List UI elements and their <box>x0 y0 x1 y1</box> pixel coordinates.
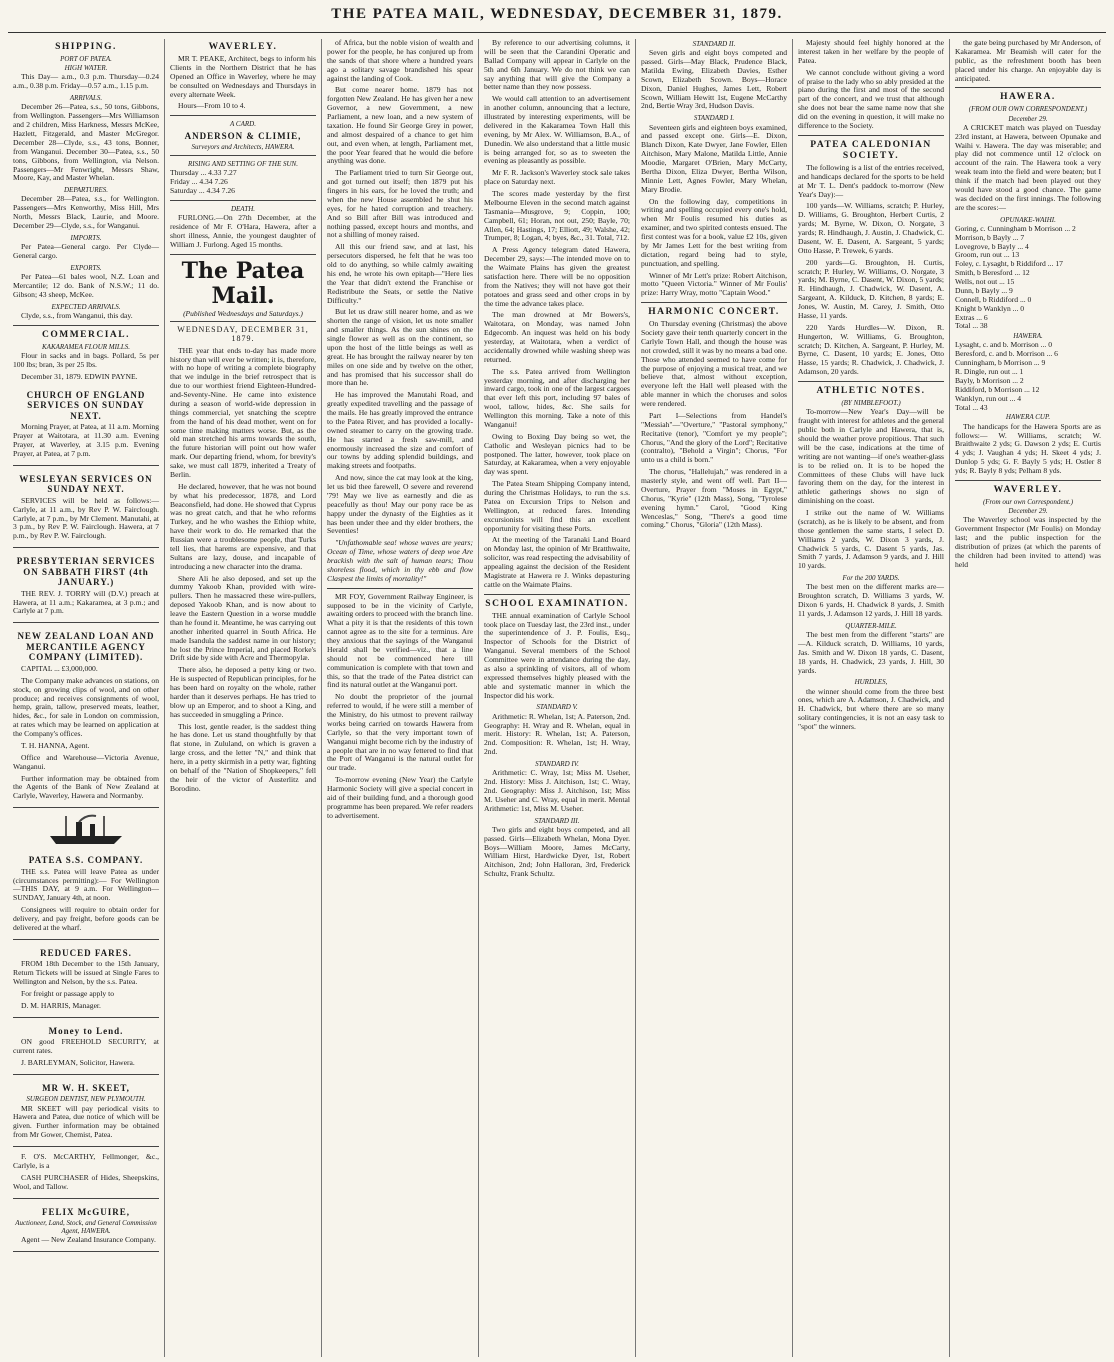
steamship-icon <box>13 812 159 846</box>
imports-text: Per Patea—General cargo. Per Clyde—General cargo. <box>13 242 159 261</box>
news-para: At the meeting of the Taranaki Land Board on Monday last, the opinion of Mr Bratthwaite, solicitor, was read respecting the advisability of appealing against the decision of the Resident Magistrate at Hawera re J. Winks depasturing cattle on the Waimate Plains. <box>484 535 630 589</box>
athletic-text: I strike out the name of W. Williams (scratch), as he is likely to be absent, and from those gentlemen the same starts, I select D. Williams 2 yards, W. Dixon 3 yards, J. Chadwick 5 yards, C. Dasent 5 yards, Jas. Smith 7 yards, J. Adamson 9 yards, and J. Hill 10 yards. <box>798 508 944 571</box>
score-row: Beresford, c. and b. Morrison ... 6 <box>955 349 1058 359</box>
card-label: A CARD. <box>230 120 256 129</box>
editorial-para: But let us draw still nearer home, and as we shorten the range of vision, let us note smaller and smaller things. As the sun shines on the single flower as well as on the continent, so upon the host of the little beings as well as great. He has brought the railway nearer by ten miles on one side and by twelve on the other, and has promised that his successor shall do more than he. <box>327 307 473 388</box>
arrivals-heading: ARRIVALS. <box>69 94 103 103</box>
caledonian-text: The following is a list of the entries received, and handicaps declared for the sports to be held at Mr T. L. Dent's paddock to-morrow (New Year's Day):— <box>798 162 944 199</box>
patea-company-heading: PATEA S.S. COMPANY. <box>28 855 144 866</box>
standard-3-text: Two girls and eight boys competed, and all passed. Girls—Elizabeth Whelan, Mona Dyer. Boys—William Moore, James McCarty, William Hirst, Hardwicke Dyer, 1st, Robert Aitchison, 2nd; John Halloran, 3rd, Frederick Schultz, Frank Schultz. <box>484 824 630 879</box>
fares-notice <box>13 943 159 1018</box>
harmonic-text: On Thursday evening (Christmas) the above Society gave their tenth quarterly concert in the Carlyle Town Hall, and though the house was not crowded, still it was by no means a bad one. Those who attended seemed to have come for the purpose of enjoying a musical treat, and we believe that, almost without exception, everyone left the Hall well pleased with the able manner in which the choruses and solos were rendered. <box>641 319 787 409</box>
score-row: Extras ... 6 <box>955 312 988 322</box>
score-row: Lysaght, c. and b. Morrison ... 0 <box>955 340 1053 350</box>
flour-sign: December 31, 1879. EDWIN PAYNE. <box>21 371 138 381</box>
score-row: Total ... 43 <box>955 402 988 412</box>
expected-text: Clyde, s.s., from Wanganui, this day. <box>21 310 133 320</box>
death-text: FURLONG.—On 27th December, at the residence of Mr F. O'Hara, Hawera, after a short illness, Annie, the youngest daughter of William J. Furlong. Aged 15 months. <box>170 213 316 249</box>
divider <box>641 302 787 303</box>
standard-1-heading: STANDARD I. <box>693 114 735 123</box>
money-text: ON good FREEHOLD SECURITY, at current rates. <box>13 1037 159 1056</box>
exports-text: Per Patea—61 bales wool, N.Z. Loan and Mercantile; 12 do. Bank of N.S.W.; 11 do. Gibson; 43 sheep, McKee. <box>13 272 159 299</box>
nzl-heading: NEW ZEALAND LOAN AND MERCANTILE AGENCY COMPANY (LIMITED). <box>17 631 155 663</box>
divider <box>13 325 159 326</box>
arrivals-text: December 26—Patea, s.s., 50 tons, Gibbons, from Wellington. Passengers—Mrs Williamson and 2 children, Miss Harkness, Messrs McKee, Hazlett, Fitzgerald, and Master McGregor. December 28—Clyde, s.s., 43 tons, Bonner, from Wanganui. December 30—Patea, s.s., 50 tons, Gibbons, from Wellington, via Nelson. Passengers—Mr Fenwright, Messrs Shaw, Moore, Kay, and Master Whelan. <box>13 102 159 183</box>
opunake-heading: OPUNAKE-WAIHI. <box>1000 215 1056 224</box>
paper-subtitle: (Published Wednesdays and Saturdays.) <box>170 310 316 322</box>
divider <box>170 200 316 201</box>
skeet-heading: MR W. H. SKEET, <box>42 1082 130 1093</box>
mccarthy-text: CASH PURCHASER of Hides, Sheepskins, Wool, and Tallow. <box>13 1172 159 1191</box>
skeet-text: MR SKEET will pay periodical visits to Hawera and Patea, due notice of which will be given. Further information may be obtained from Mr Gower, Chemist, Patea. <box>13 1103 159 1140</box>
score-row: Smith, b Beresford ... 12 <box>955 268 1030 278</box>
hawera-heading: HAWERA. <box>1000 92 1056 103</box>
masthead-title: THE PATEA MAIL, WEDNESDAY, DECEMBER 31, 1879. <box>331 6 783 22</box>
dateline: WEDNESDAY, DECEMBER 31, 1879. <box>177 324 309 344</box>
mcguire-heading: FELIX McGUIRE, <box>42 1206 130 1217</box>
harmonic-text: Part I—Selections from Handel's "Messiah"—"Overture," "Pastoral symphony," Recitative (tenor), "Comfort ye my people"; Chorus, "And the glory of the Lord"; Recitative (contralto), "Behold a Virgin"; Chorus, "For unto us a child is born." <box>641 410 787 465</box>
nzl-office: Office and Warehouse—Victoria Avenue, Wanganui. <box>13 752 159 771</box>
score-row: Groom, run out ... 13 <box>955 250 1020 260</box>
caledonian-hurdles: 220 Yards Hurdles—W. Dixon, R. Hungerton, W. Williams, G. Broughton, scratch; D. Kitchen, A. Sargeant, P. Hurley, M. Byrne, C. Dasent, 10 yards; E. Jones, Otto Hasse, 15 yards; R. Chadwick, J. Chadwick, J. Adamson, 20 yards. <box>798 322 944 377</box>
church-notice <box>13 385 159 466</box>
news-para: Mr F. R. Jackson's Waverley stock sale takes place on Saturday next. <box>484 168 630 187</box>
patea-company-text: THE s.s. Patea will leave Patea as under (circumstances permitting):— For Wellington—THIS DAY, at 9 a.m. For Wellington—SUNDAY, January 4th, at noon. <box>13 866 159 903</box>
news-para: We cannot conclude without giving a word of praise to the lady who so ably presided at the piano during the first and most of the second part of the concert, and we trust that although she does not bear the same name now that she did on the evening in question, it will make no difference to the Society. <box>798 67 944 130</box>
hawera-scores <box>955 341 1101 412</box>
divider <box>798 381 944 382</box>
mccarthy-notice <box>13 1150 159 1199</box>
money-heading: Money to Lend. <box>48 1025 124 1036</box>
nzl-text: The Company make advances on stations, on stock, on growing clips of wool, and on other produce; and receives consignments of wool, hemp, grain, tallow, preserved meats, leather, hides, &c., for sale in London on commission, at rates which may be learned on application at the Company's offices. <box>13 675 159 739</box>
hawera-sub: (FROM OUR OWN CORRESPONDENT.) <box>968 105 1088 114</box>
standard-5-text: Arithmetic: R. Whelan, 1st; A. Paterson, 2nd. Geography: H. Wray and R. Whelan, equal in merit. History: R. Whelan, 1st; A. Paterson, 2nd. Composition: R. Whelan, 1st; H. Wray, 2nd. <box>484 711 631 757</box>
news-para: We would call attention to an advertisement in another column, announcing that a lecture, illustrated by interesting experiments, will be delivered in the Kakaramea Town Hall this evening, by Mr Alex. W. Williamson, B.A., of Dunedin. We also understand that a little music is being arranged for, so as to sweeten the evening as pleasantly as possible. <box>484 94 630 166</box>
news-para: Owing to Boxing Day being so wet, the Catholic and Wesleyan picnics had to be postponed. The latter, however, took place on Saturday, at Kakaramea, when a very enjoyable day was spent. <box>484 431 630 477</box>
anderson-climie-sub: Surveyors and Architects, HAWERA. <box>191 143 295 152</box>
column-5 <box>636 39 793 1357</box>
editorial-para: All this our friend saw, and at last, his persecutors dispersed, he felt that he was too old to do anything, so while calmly awaiting his end, he wrote his own epitaph—"Here lies the Year that didn't extend the Franchise or Redistribute the Seats, or settle the Native Difficulty." <box>327 242 473 305</box>
standard-4-text: Arithmetic: C. Wray, 1st; Miss M. Useher, 2nd. History: Miss J. Aitchison, 1st; C. Wray, 2nd. Geography: Miss J. Aitchison, 1st; Miss M. Useher and C. Wray, equal in merit. Mental Arithmetic: 1st, Miss M. Useher. <box>484 768 630 813</box>
standard-2-heading: STANDARD II. <box>692 40 736 48</box>
editorial-para: He has improved the Manutahi Road, and greatly expedited travelling and the passage of the mails. He has greatly improved the entrance to the Patea River, and has provided a locally-owned steamer to carry on the growing trade. He has started a fresh saw-mill, and enormously increased the size and comfort of our towns by adding splendid buildings, and making streets and footpaths. <box>327 390 473 471</box>
harmonic-text: The chorus, "Hallelujah," was rendered in a masterly style, and went off well. Part II—Overture, Prayer from "Moses in Egypt," Chorus, "Kyrie" (12th Mass), Song, "Tyrolese evening hymn." Carol, "Good King Wenceslas," Song, "There's a good time coming." Chorus, "Gloria" (12th Mass). <box>641 467 787 530</box>
column-7 <box>950 39 1106 1357</box>
patea-company-notice <box>13 850 159 940</box>
nzl-sign: T. H. HANNA, Agent. <box>21 740 90 750</box>
score-row: Goring, c. Cunningham b Morrison ... 2 <box>955 223 1076 233</box>
editorial-para: of Africa, but the noble vision of wealth and power for the people, he has conjured up from the sands of that shore where a hundred years ago a solitary savage brandished his spear against the landing of Cook. <box>327 39 473 83</box>
hurdles-heading: HURDLES, <box>854 678 888 687</box>
peake-hours: Hours—From 10 to 4. <box>178 101 246 111</box>
expected-heading: EXPECTED ARRIVALS. <box>51 302 121 311</box>
news-para: MR FOY, Government Railway Engineer, is supposed to be in the vicinity of Carlyle, awaiting orders to proceed with the branch line. What a pity it is that the residents of this town cannot agree as to the site for a terminus. Are they anxious that the sayings of the Wanganui Herald shall be verified—viz., that a line should not be commenced here till communication is complete with that town and this, so that the trade of the Patea district can find its natural outlet at the Wanganui port. <box>327 591 473 690</box>
athletic-sub: (BY NIMBLEFOOT.) <box>841 399 901 408</box>
waverley-news-date: December 29. <box>1008 507 1048 516</box>
fares-heading: REDUCED FARES. <box>40 947 132 958</box>
commercial-heading: COMMERCIAL. <box>41 329 130 340</box>
editorial-para-5: This lost, gentle reader, is the saddest thing he has done. Let us stand thoughtfully by that flat stone, in Zululand, on which is graven a large cross, and the letter "N," and think that here, in a petty skirmish in a petty war, fighting on behalf of the "Nation of Shopkeepers," fell the heir of the victor of Austerlitz and Borodino. <box>170 721 316 793</box>
news-para: the gate being purchased by Mr Anderson, of Kakaramea. Mr Beamish will cater for the public, as the refreshment booth has been placed under his charge. An enjoyable day is anticipated. <box>955 39 1101 83</box>
editorial-para: And now, since the cat may look at the king, let us bid thee farewell, O severe and reverend '79! May we live as earnestly and die as peacefully as thou! May our pony race be as happy under the dynasty of the Eighties as it has been under thee and thy elder brothers, the Seventies! <box>327 473 473 536</box>
death-heading: DEATH. <box>230 205 256 214</box>
news-para: The man drowned at Mr Bowers's, Waitotara, on Monday, was named John Edgecomb. An inquest was held on his body yesterday, at Waitotara, when a verdict of accidentally drowned while washing sheep was returned. <box>484 310 630 364</box>
standard-5-heading: STANDARD V. <box>536 703 578 712</box>
athletic-text: The best men from the different "starts" are—A. Kilduck scratch, D. Williams, 10 yards, Jas. Smith and W. Dixon 18 yards, C. Dasent, 18 yards, H. Chadwick, 23 yards, J. Hill, 30 yards. <box>798 630 944 675</box>
sun-row: Friday ... 4.34 7.26 <box>170 177 228 187</box>
news-para: A Press Agency telegram dated Hawera, December 29, says:—The intended move on to the Waimate Plains has given the greatest satisfaction here. There will be no opposition from the Natives; they will not have got their potatoes and grass seed and other crops in by the time the advance takes place. <box>484 245 630 308</box>
harmonic-heading: HARMONIC CONCERT. <box>648 307 780 318</box>
score-row: Bayly, b Morrison ... 2 <box>955 375 1024 385</box>
news-para: The scores made yesterday by the first Melbourne Eleven in the second match against Tasmania—Musgrove, 9; Coppin, 100; Campbell, 61; Horan, not out, 250; Bayle, 70; Allen, 64; Hastings, 17; Elliott, 49; Walshe, 42; Trumper, 8; Logan, 4; byes, &c., 31. Total, 712. <box>484 189 630 243</box>
opunake-scores <box>955 225 1101 332</box>
exports-heading: EXPORTS. <box>70 263 102 272</box>
editorial-para-2: He declared, however, that he was not bound by what his predecessor, 1878, and Lord Beaconsfield, had done. He showed that Cyprus was no great catch, and that he who reforms Turkey, and he who washes the Ethiop white, have their work to do. He remarked that the Russian were a troublesome people, that Turks tell lies, that harems are expensive, and that Sultans are lazy, douse, and incapable of introducing a new character into the drama. <box>170 481 316 571</box>
score-row: R. Dingle, run out ... 1 <box>955 367 1024 377</box>
waverley-heading: WAVERLEY. <box>208 42 278 52</box>
editorial-para-3: Shere Ali he also deposed, and set up the dummy Yakoob Khan, provided with wire-pullers. Then he massacred these wire-pullers, deposed Yakoob Khan, and is now about to leave the Eastern Question in a worse muddle than he found it. Meantime, he was carrying out another inherited quarrel in South Africa. He made Isandula the saddest name in our history; he lost the Prince Imperial, and placed Rorke's Drift side by side with Acre and Thermopylæ. <box>170 573 316 663</box>
score-row: Total ... 38 <box>955 321 988 331</box>
waverley-news-text: The Waverley school was inspected by the Government Inspector (Mr Foulis) on Monday last; and the public inspection for the distribution of prizes (at which the parents of the children had been invited to attend) was held <box>955 515 1101 569</box>
athletic-text: To-morrow—New Year's Day—will be fraught with interest for athletes and the general public both in Carlyle and Hawera, that is, should the weather prove propitious. That such will be the case, indications at the time of writing are not wanting—if one's weather-glass is to be relied on. It is to be hoped the Committees of these Clubs will have luck favoring them on the day, for the interest in athletic gatherings shows no sign of diminishing on the coast. <box>798 407 944 506</box>
editorial-para-4: There also, he deposed a petty king or two. He is suspected of Republican principles, for he has been hard on royalty on the whole, rather harder than it deserves perhaps. He has tried to blow up an Emperor, and to shoot a King, and has succeeded in smuggling a Prince. <box>170 665 316 719</box>
score-row: Wells, not out ... 15 <box>955 277 1015 287</box>
fares-text-2: For freight or passage apply to <box>21 988 115 998</box>
standard-4-heading: STANDARD IV. <box>535 760 579 769</box>
money-notice <box>13 1021 159 1075</box>
mcguire-notice <box>13 1202 159 1253</box>
school-heading: SCHOOL EXAMINATION. <box>485 598 629 609</box>
waverley-news-heading: WAVERLEY. <box>993 484 1063 495</box>
standard-2-text: Seven girls and eight boys competed and passed. Girls—May Black, Prudence Black, Matilda Ewing, Elizabeth Davies, Esther Scown, Elizabeth Scown. Boys—Horace Dixon, Daniel Hughes, James Lett, Robert Scown, William Hewitt 1st, Eugene McCarthy 2nd, Bertie Wray 3rd, Hudson Davis. <box>641 48 787 111</box>
athletic-text: the winner should come from the three best ones, which are A. Adamson, J. Chadwick, and H. Chadwick, but where there are so many solitary contingencies, it is not an easy task to "spot" the winners. <box>798 686 944 732</box>
editorial-para-1: THE year that ends to-day has made more history than will ever be written; it is, therefore, with no hope of writing a complete biography that we indulge in the brief retrospect that is due to our worthiest friend Eighteen-Hundred-and-Seventy-Nine. He came into existence during a season of world-wide depression in things commercial, yet snatching the sceptre from the hand of his dead mother, went on for some time making matters worse. But, as the old man stretched his arms towards the south, the future historian will point out how wafer mark. Our departing friend, whom, for brevity's sake, we must call 1879, inherited a Treaty of Berlin. <box>170 345 316 479</box>
divider <box>327 588 473 589</box>
news-para: By reference to our advertising columns, it will be seen that the Carandini Operatic and Ballad Company will appear in Carlyle on the 5th and 6th January. We do not think we can say anything that will give the Company a better name than they now possess. <box>484 39 630 92</box>
news-para: No doubt the proprietor of the journal referred to would, if he were still a member of the Ministry, do his utmost to prevent railway works being carried on towards Hawera from Carlyle, so that the very important town of Wanganui might become rich by the industry of a people that are in no way fettered to find that the Port of Wanganui is the natural outlet for our trade. <box>327 692 473 773</box>
editorial-para: But come nearer home. 1879 has not forgotten New Zealand. He has given her a new Governor, a new Government, a new Parliament, a new loan, and a new system of taxation. He found Sir George Grey in power, and almost despaired of a chance to get him out, and even when, at length, Parliament met, the poor Year feared that he would die before anything was done. <box>327 85 473 166</box>
waverley-news-sub: (From our own Correspondent.) <box>982 498 1074 507</box>
caledonian-100: 100 yards—W. Williams, scratch; P. Hurley, D. Williams, G. Broughton, Herbert Curtis, 2 yards; M. Byrne, W. Dixon, O. Norgate, 3 yards; R. Hindhaugh, J. Austin, J. Chadwick, C. Dasent, W. E. Dasent, A. Sargeant, 5 yards; Otto Hasse, P. Trewek, 6 yards. <box>798 201 944 255</box>
athletic-heading: ATHLETIC NOTES. <box>816 386 926 397</box>
fares-sign: D. M. HARRIS, Manager. <box>21 1000 101 1010</box>
column-6 <box>793 39 950 1357</box>
fares-text: FROM 18th December to the 15th January, Return Tickets will be issued at Single Fares to Wellington and Nelson, by the s.s. Patea. <box>13 959 159 987</box>
sun-table <box>170 169 316 196</box>
quarter-mile-heading: QUARTER-MILE. <box>845 621 897 630</box>
score-row: Wanklyn, run out ... 4 <box>955 393 1022 403</box>
presbyterian-text: THE REV. J. TORRY will (D.V.) preach at Hawera, at 11 a.m.; Kakaramea, at 3 p.m.; and Carlyle at 7 p.m. <box>13 588 159 616</box>
news-para: The Patea Steam Shipping Company intend, during the Christmas Holidays, to run the s.s. Patea on Excursion Trips to Nelson and Wellington, at reduced fares. Intending excursionists will find this an excellent opportunity for visiting these Ports. <box>484 479 630 533</box>
mccarthy-heading: F. O'S. McCARTHY, Fellmonger, &c., Carlyle, is a <box>13 1152 159 1170</box>
nzl-capital: CAPITAL ... £3,000,000. <box>21 663 98 673</box>
sun-row: Thursday ... 4.33 7.27 <box>170 168 237 178</box>
handicap-heading: HAWERA CUP. <box>1005 413 1051 422</box>
port-heading: PORT OF PATEA. <box>60 55 112 64</box>
sun-row: Saturday ... 4.34 7.26 <box>170 186 235 196</box>
hawera-team-heading: HAWERA. <box>1013 332 1043 341</box>
imports-heading: IMPORTS. <box>70 233 102 242</box>
presbyterian-heading: PRESBYTERIAN SERVICES ON SABBATH FIRST (4th JANUARY.) <box>16 556 156 588</box>
editorial-para: The Parliament tried to turn Sir George out, and got turned out itself; then 1879 put his fingers in his ears, for he loved the truth; and when the new House assembled he shut his eyes, for he hated corruption and treachery. And so Bill after Bill was introduced and nothing passed, except hours and months, and not a shilling of money raised. <box>327 168 473 240</box>
divider <box>798 135 944 136</box>
column-4 <box>479 39 636 1357</box>
editorial-verse: "Unfathomable sea! whose waves are years; Ocean of Time, whose waters of deep woe Are brackish with the salt of human tears; Thou shoreless flood, which in thy ebb and flow Claspest the limits of mortality!" <box>327 538 473 583</box>
presbyterian-notice <box>13 551 159 623</box>
nzl-more: Further information may be obtained from the Agents of the Bank of New Zealand at Carlyle, Waverley, Hawera and Normanby. <box>13 773 159 801</box>
column-1 <box>8 39 165 1357</box>
athletic-200-heading: For the 200 YARDS. <box>842 574 900 583</box>
standard-1-text: Seventeen girls and eighteen boys examined, and passed except one. Girls—E. Dixon, Blanch Dixon, Kate Dwyer, Jane Fowler, Ellen Aitchison, Mary Malone, Matilda Little, Annie Moodie, Margaret O'Brien, Mary McCarty, Bertha Dixon, Eliza Dwyer, Bertha Wilson, Minnie Lett, Agnes Fowler, Mary Whelan, Mary Brodie. <box>641 122 787 194</box>
score-row: Cunningham, b Morrison ... 9 <box>955 358 1046 368</box>
score-row: Lovegrove, b Bayly ... 4 <box>955 241 1029 251</box>
athletic-text: The best men on the different marks are—Broughton scratch, D. Williams 3 yards, W. Dixon 6 yards, H. Chadwick 8 yards, J. Smith 11 yards, J. Adamson 12 yards, J. Hill 18 yards. <box>798 582 944 618</box>
wesleyan-heading: WESLEYAN SERVICES ON SUNDAY NEXT. <box>19 473 153 495</box>
hawera-text: A CRICKET match was played on Tuesday 23rd instant, at Hawera, between Opunake and Waihi v. Hawera. The day was miserable; and play did not commence until 12 o'clock on account of the rain. The Hawera took a very weak team into the field and were beaten; but I think if the match had been played out they would have stood a good chance. The game was decided on the first innings. The following are the scores:— <box>955 122 1101 212</box>
score-row: Dunn, b Bayly ... 9 <box>955 285 1013 295</box>
standard-3-heading: STANDARD III. <box>534 816 580 825</box>
anderson-climie-heading: ANDERSON & CLIMIE, <box>184 130 302 141</box>
nzl-notice <box>13 626 159 808</box>
divider <box>170 115 316 116</box>
handicap-text: The handicaps for the Hawera Sports are as follows:— W. Williams, scratch; W. Braithwaite 2 yds; G. Dawson 2 yds; E. Curtis 4 yds; J. Vaughan 4 yds; H. Skeet 4 yds; J. Dunlop 5 yds; G. F. Bayly 5 yds; H. Ostler 8 yds; R. Bayly 8 yds; Pelham 8 yds. <box>955 421 1101 476</box>
news-para: Majesty should feel highly honored at the interest taken in her welfare by the people of Patea. <box>798 39 944 65</box>
columns <box>8 39 1106 1357</box>
news-para: On the following day, competitions in writing and spelling occupied every one's hold, when Mr Foulis resumed his duties as examiner, and two spirited contests ensued. The first contest was for a book, value £2 10s, given by Mr James Lett for the best writing from dictation, regard being had to style, punctuation, and spelling. <box>641 196 787 268</box>
wesleyan-text: SERVICES will be held as follows:— Carlyle, at 11 a.m., by Rev P. W. Fairclough. Carlyle, at 7 p.m., by Mr Clement. Manutahi, at 3 p.m., by Rev P. W. Fairclough. Hawera, at 7 p.m., by Rev P. W. Fairclough. <box>13 495 159 541</box>
flour-text: Flour in sacks and in bags. Pollard, 5s per 100 lbs; bran, 3s per 25 lbs. <box>13 351 159 369</box>
flour-heading: KAKARAMEA FLOUR MILLS. <box>42 342 130 351</box>
skeet-sub: SURGEON DENTIST, NEW PLYMOUTH. <box>26 1095 146 1104</box>
mcguire-sub: Auctioneer, Land, Stock, and General Commission Agent, HAWERA. <box>15 1219 157 1236</box>
shipping-heading: SHIPPING. <box>55 42 117 52</box>
money-sign: J. BARLEYMAN, Solicitor, Hawera. <box>21 1057 135 1067</box>
page-masthead <box>8 6 1106 33</box>
divider <box>170 155 316 156</box>
news-para: Winner of Mr Lett's prize: Robert Aitchison, motto "Queen Victoria." Winner of Mr Foulis' prize: Harry Wray, motto "Captain Wood." <box>641 270 787 298</box>
score-row: Connell, b Riddiford ... 0 <box>955 294 1032 304</box>
church-text: Morning Prayer, at Patea, at 11 a.m. Morning Prayer at Waitotara, at 11.30 a.m. Evening Prayer, at Waverley, at 3.15 p.m. Evening Prayer, at Patea, at 7 p.m. <box>13 422 159 458</box>
school-text: THE annual examination of Carlyle School took place on Tuesday last, the 23rd inst., under the superintendence of J. P. Foulis, Esq., Inspector of Schools for the District of Wanganui. Several members of the School Committee were in attendance during the day, as also a sprinkling of visitors, all of whom expressed themselves highly pleased with the able and systematic manner in which the Inspector did his work. <box>484 610 630 700</box>
score-row: Riddiford, b Morrison ... 12 <box>955 384 1040 394</box>
score-row: Knight b Wanklyn ... 0 <box>955 303 1025 313</box>
score-row: Morrison, b Bayly ... 7 <box>955 232 1025 242</box>
high-water-text: This Day— a.m., 0.3 p.m. Thursday—0.24 a.m., 0.38 p.m. Friday—0.57 a.m., 1.15 p.m. <box>13 72 159 91</box>
hawera-date: December 29. <box>1008 114 1048 123</box>
departures-text: December 28—Patea, s.s., for Wellington. Passengers—Mrs Kenworthy, Miss Hill, Mrs North, Messrs Black, Laurie, and Moore. December 29—Clyde, s.s., for Wanganui. <box>13 194 159 231</box>
wesleyan-notice <box>13 469 159 548</box>
caledonian-heading: PATEA CALEDONIAN SOCIETY. <box>810 139 932 161</box>
paper-nameplate: The Patea Mail. <box>181 257 305 310</box>
divider <box>955 480 1101 481</box>
high-water-heading: HIGH WATER. <box>64 64 108 73</box>
news-para: The s.s. Patea arrived from Wellington yesterday morning, and after discharging her inward cargo, took in one of the largest cargoes that ever left this port, including 97 bales of wool, tallow, hides, &c. She sails for Wellington this morning. Take a note of this Wanganui! <box>484 366 630 429</box>
church-heading: CHURCH OF ENGLAND SERVICES ON SUNDAY NEXT. <box>26 389 146 421</box>
departures-heading: DEPARTURES. <box>63 186 108 195</box>
patea-company-text-2: Consignees will require to obtain order for delivery, and pay freight, before goods can be delivered at the wharf. <box>13 905 159 932</box>
caledonian-200: 200 yards—G. Broughton, H. Curtis, scratch; P. Hurley, W. Williams, O. Norgate, 3 yards; M. Byrne, C. Dasent, W. Dixon, 5 yards; R. Hindhaugh, J. Chadwick, W. Dasent, A. Sargeant, A. Kilduck, D. Kitchen, 8 yards; E. Jones, W. Austin, M. Carey, J. Smith, Otto Hasse, 11 yards. <box>798 257 944 320</box>
peake-text: MR T. PEAKE, Architect, begs to inform his Clients in the Northern District that he has Opened an Office in Waverley, where he may be consulted on Wednesdays and Thursdays in every alternate Week. <box>170 54 316 99</box>
divider <box>170 254 316 255</box>
column-2 <box>165 39 322 1357</box>
column-3 <box>322 39 479 1357</box>
mcguire-text: Agent — New Zealand Insurance Company. <box>21 1235 156 1245</box>
divider <box>955 87 1101 88</box>
sun-heading: RISING AND SETTING OF THE SUN. <box>188 160 298 169</box>
divider <box>484 594 630 595</box>
news-para: To-morrow evening (New Year) the Carlyle Harmonic Society will give a special concert in aid of their building fund, and a thorough good programme has been prepared. We refer readers to advertisement. <box>327 775 473 820</box>
score-row: Foley, c. Lysaght, b Riddiford ... 17 <box>955 259 1063 269</box>
skeet-notice <box>13 1078 159 1147</box>
